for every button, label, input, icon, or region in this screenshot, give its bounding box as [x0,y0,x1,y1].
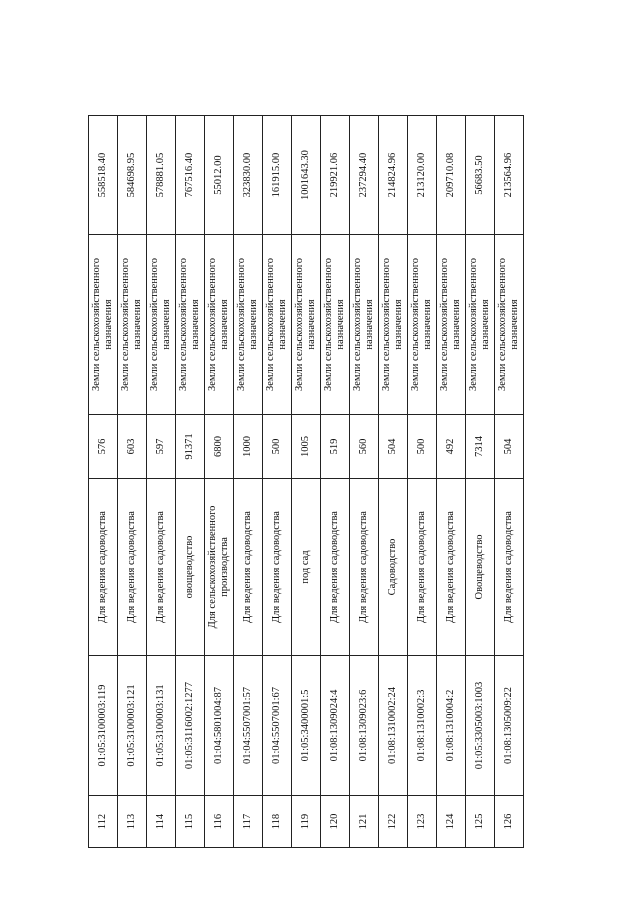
land-category-cell: Земли сельскохозяйственного назначения [263,235,292,415]
cadastral-value-cell: 55012.00 [205,116,234,235]
table-row [350,116,379,848]
cadastral-number-cell: 01:08:1309024:4 [321,656,350,796]
area-cell: 1000 [234,415,263,479]
permitted-use-cell: Для ведения садоводства [495,479,524,656]
land-category-cell: Земли сельскохозяйственного назначения [147,235,176,415]
land-category-cell: Земли сельскохозяйственного назначения [292,235,321,415]
area-cell: 504 [495,415,524,479]
cadastral-number-cell: 01:04:5507001:57 [234,656,263,796]
cadastral-number-cell: 01:08:1310002:24 [379,656,408,796]
area-cell: 500 [263,415,292,479]
row-number-cell: 122 [379,796,408,848]
cadastral-value-cell: 323830.00 [234,116,263,235]
permitted-use-cell: под сад [292,479,321,656]
cadastral-number-cell: 01:05:3400001:5 [292,656,321,796]
table-row [292,116,321,848]
table-row [234,116,263,848]
cadastral-number-cell: 01:05:3100003:131 [147,656,176,796]
table-row [176,116,205,848]
permitted-use-cell: Для ведения садоводства [147,479,176,656]
table-row [379,116,408,848]
table-row [118,116,147,848]
table-row [263,116,292,848]
permitted-use-cell: Для ведения садоводства [263,479,292,656]
land-category-cell: Земли сельскохозяйственного назначения [408,235,437,415]
cadastral-number-cell: 01:04:5801004:87 [205,656,234,796]
cadastral-number-cell: 01:08:1309023:6 [350,656,379,796]
land-category-cell: Земли сельскохозяйственного назначения [118,235,147,415]
row-number-cell: 116 [205,796,234,848]
area-cell: 560 [350,415,379,479]
cadastral-number-cell: 01:08:1310002:3 [408,656,437,796]
permitted-use-cell: Для ведения садоводства [408,479,437,656]
cadastral-number-cell: 01:04:5507001:67 [263,656,292,796]
cadastral-value-cell: 237294.40 [350,116,379,235]
cadastral-number-cell: 01:05:3100003:121 [118,656,147,796]
permitted-use-cell: овощеводство [176,479,205,656]
row-number-cell: 115 [176,796,205,848]
area-cell: 519 [321,415,350,479]
row-number-cell: 125 [466,796,495,848]
permitted-use-cell: Для ведения садоводства [234,479,263,656]
table-row [147,116,176,848]
table-row [89,116,118,848]
row-number-cell: 121 [350,796,379,848]
area-cell: 603 [118,415,147,479]
row-number-cell: 117 [234,796,263,848]
row-number-cell: 123 [408,796,437,848]
cadastral-value-cell: 558518.40 [89,116,118,235]
cadastral-value-cell: 219921.06 [321,116,350,235]
cadastral-value-cell: 767516.40 [176,116,205,235]
cadastral-number-cell: 01:08:1305009:22 [495,656,524,796]
land-category-cell: Земли сельскохозяйственного назначения [437,235,466,415]
area-cell: 492 [437,415,466,479]
row-number-cell: 113 [118,796,147,848]
cadastral-value-cell: 213564.96 [495,116,524,235]
table-row [408,116,437,848]
row-number-cell: 118 [263,796,292,848]
table-row [437,116,466,848]
land-plots-table-body [89,116,524,848]
cadastral-value-cell: 213120.00 [408,116,437,235]
cadastral-number-cell: 01:05:3100003:119 [89,656,118,796]
land-category-cell: Земли сельскохозяйственного назначения [89,235,118,415]
area-cell: 500 [408,415,437,479]
row-number-cell: 112 [89,796,118,848]
permitted-use-cell: Для ведения садоводства [350,479,379,656]
land-category-cell: Земли сельскохозяйственного назначения [176,235,205,415]
area-cell: 1005 [292,415,321,479]
land-category-cell: Земли сельскохозяйственного назначения [205,235,234,415]
row-number-cell: 126 [495,796,524,848]
land-category-cell: Земли сельскохозяйственного назначения [321,235,350,415]
permitted-use-cell: Для ведения садоводства [437,479,466,656]
cadastral-number-cell: 01:05:3305003:1003 [466,656,495,796]
rotated-table-page [88,116,524,848]
permitted-use-cell: Для ведения садоводства [89,479,118,656]
row-number-cell: 124 [437,796,466,848]
table-row [495,116,524,848]
area-cell: 7314 [466,415,495,479]
cadastral-value-cell: 209710.08 [437,116,466,235]
permitted-use-cell: Для ведения садоводства [118,479,147,656]
permitted-use-cell: Овощеводство [466,479,495,656]
table-row [466,116,495,848]
land-plots-table [88,115,524,848]
land-category-cell: Земли сельскохозяйственного назначения [234,235,263,415]
row-number-cell: 120 [321,796,350,848]
table-row [205,116,234,848]
cadastral-value-cell: 214824.96 [379,116,408,235]
cadastral-value-cell: 584698.95 [118,116,147,235]
area-cell: 91371 [176,415,205,479]
area-cell: 6800 [205,415,234,479]
row-number-cell: 114 [147,796,176,848]
cadastral-number-cell: 01:05:3116002:1277 [176,656,205,796]
permitted-use-cell: Для ведения садоводства [321,479,350,656]
permitted-use-cell: Для сельскохозяйственного производства [205,479,234,656]
land-category-cell: Земли сельскохозяйственного назначения [466,235,495,415]
area-cell: 597 [147,415,176,479]
area-cell: 576 [89,415,118,479]
permitted-use-cell: Садоводство [379,479,408,656]
land-category-cell: Земли сельскохозяйственного назначения [379,235,408,415]
cadastral-value-cell: 1001643.30 [292,116,321,235]
cadastral-value-cell: 56683.50 [466,116,495,235]
cadastral-value-cell: 578881.05 [147,116,176,235]
cadastral-number-cell: 01:08:1310004:2 [437,656,466,796]
land-category-cell: Земли сельскохозяйственного назначения [350,235,379,415]
cadastral-value-cell: 161915.00 [263,116,292,235]
row-number-cell: 119 [292,796,321,848]
area-cell: 504 [379,415,408,479]
table-row [321,116,350,848]
land-category-cell: Земли сельскохозяйственного назначения [495,235,524,415]
